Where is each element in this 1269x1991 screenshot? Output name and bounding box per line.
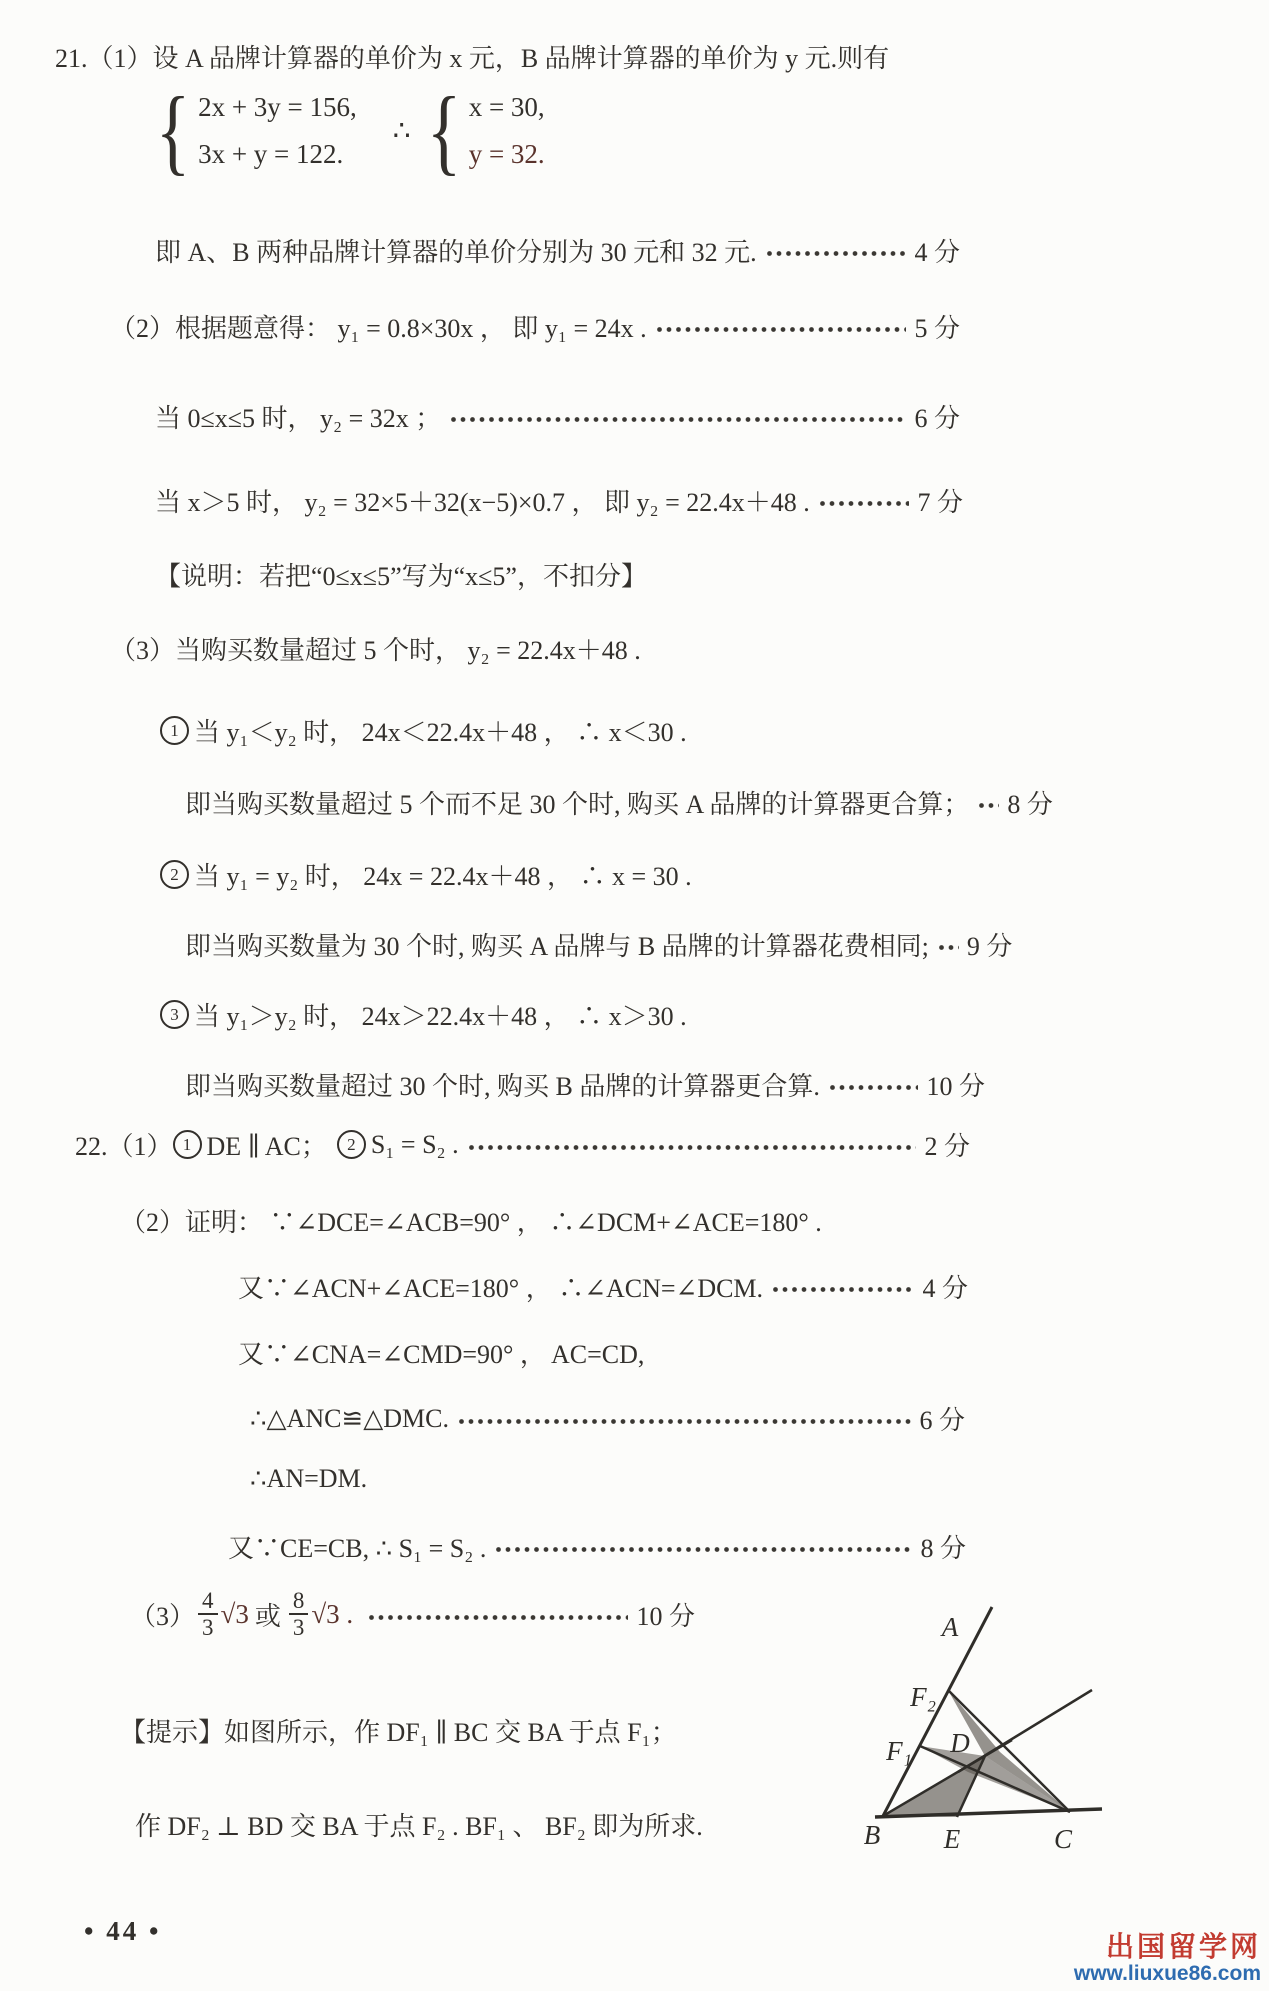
watermark-site-name: 出国留学网 — [1105, 1932, 1261, 1963]
therefore-symbol: ∴ — [392, 116, 411, 148]
q21-case1 — [160, 712, 687, 749]
dotted-leader — [459, 1419, 912, 1424]
circled-number-2: 2 — [337, 1130, 366, 1159]
score-label: 9 分 — [966, 932, 1013, 961]
figure-label-D: D — [950, 1728, 970, 1758]
figure-label-A: A — [941, 1612, 959, 1642]
line-text: 即当购买数量超过 30 个时, 购买 B 品牌的计算器更合算. — [185, 1072, 820, 1101]
dotted-leader — [767, 251, 907, 256]
score-label: 2 分 — [924, 1132, 970, 1161]
score-label: 10 分 — [636, 1601, 695, 1631]
figure-label-F1: F₁ — [886, 1736, 912, 1766]
q21-part2-case-a — [155, 398, 960, 435]
dotted-leader — [830, 1085, 919, 1090]
fraction-numerator: 8 — [289, 1588, 309, 1615]
line-text: 又∵CE=CB, ∴ S₁ = S₂ . — [228, 1534, 487, 1563]
figure-label-C: C — [1053, 1824, 1073, 1854]
fraction-denominator: 3 — [202, 1615, 214, 1641]
score-label: 6 分 — [919, 1406, 965, 1435]
watermark-site-url: www.liuxue86.com — [1073, 1961, 1261, 1985]
q21-intro-line: 21.（1）设 A 品牌计算器的单价为 x 元，B 品牌计算器的单价为 y 元.则有 — [55, 44, 890, 73]
line-text: （2）根据题意得： y₁ = 0.8×30x ， 即 y₁ = 24x . — [110, 314, 647, 343]
dotted-leader — [369, 1615, 628, 1620]
score-label: 8 分 — [920, 1534, 966, 1563]
q22-part3-answer — [130, 1588, 695, 1641]
line-text: 即当购买数量为 30 个时, 购买 A 品牌与 B 品牌的计算器花费相同; — [185, 932, 929, 961]
q21-case3-conclusion — [185, 1066, 985, 1103]
q22-proof-line3: 又∵∠CNA=∠CMD=90° ， AC=CD, — [238, 1340, 645, 1369]
dotted-leader — [496, 1547, 912, 1552]
line-text: 当 y₁＜y₂ 时， 24x＜22.4x＋48 ， ∴ x＜30 . — [194, 718, 687, 747]
figure-label-B: B — [863, 1820, 881, 1850]
dotted-leader — [657, 327, 907, 332]
q21-case2 — [160, 856, 692, 893]
q21-equation-system — [150, 77, 545, 184]
q22-part1-answers — [75, 1126, 970, 1163]
circled-number-1: 1 — [173, 1130, 202, 1159]
or-word: 或 — [254, 1601, 281, 1631]
line-text: 当 y₁＞y₂ 时， 24x＞22.4x＋48 ， ∴ x＞30 . — [194, 1002, 687, 1031]
part3-prefix: （3） — [130, 1601, 196, 1631]
line-text: ∴△ANC≌△DMC. — [250, 1403, 449, 1433]
q22-hint-line2: 作 DF₂ ⊥ BD 交 BA 于点 F₂ . BF₁ 、 BF₂ 即为所求. — [135, 1812, 703, 1841]
dotted-leader — [820, 501, 910, 506]
score-label: 5 分 — [914, 314, 960, 343]
system-equations — [198, 92, 357, 170]
fraction-4-3 — [198, 1588, 218, 1641]
q22-proof-line2 — [238, 1268, 968, 1305]
q21-grading-note: 【说明：若把“0≤x≤5”写为“x≤5”，不扣分】 — [155, 562, 647, 591]
system-solutions — [469, 92, 545, 170]
q22-proof-line6 — [228, 1528, 966, 1565]
score-label: 8 分 — [1007, 790, 1053, 819]
q22-hint-line1: 【提示】如图所示，作 DF₁ ∥ BC 交 BA 于点 F₁； — [120, 1718, 677, 1747]
dotted-leader — [939, 945, 959, 950]
left-brace-1: { — [155, 77, 191, 184]
fraction-numerator: 4 — [198, 1588, 218, 1615]
score-label: 10 分 — [926, 1072, 985, 1101]
dotted-leader — [451, 417, 906, 422]
figure-label-E: E — [943, 1824, 961, 1854]
dotted-leader — [469, 1145, 917, 1150]
q21-part2-case-b — [155, 482, 963, 519]
circled-number-2: 2 — [160, 860, 189, 889]
page-number: • 44 • — [84, 1916, 162, 1946]
left-brace-2: { — [426, 77, 461, 184]
score-label: 7 分 — [917, 488, 963, 517]
fraction-denominator: 3 — [292, 1615, 305, 1641]
line-text: 又∵∠ACN+∠ACE=180° ， ∴∠ACN=∠DCM. — [238, 1274, 764, 1303]
q22-answer-1: DE ∥ AC； — [206, 1132, 327, 1161]
line-text: 当 y₁ = y₂ 时， 24x = 22.4x＋48 ， ∴ x = 30 . — [194, 862, 692, 891]
fraction-8-3 — [289, 1588, 309, 1641]
radical-sqrt3: √3 — [220, 1598, 249, 1629]
q21-case2-conclusion — [185, 926, 1013, 963]
q21-case3 — [160, 996, 687, 1033]
score-label: 6 分 — [914, 404, 960, 433]
dotted-leader — [979, 803, 999, 808]
circled-number-3: 3 — [160, 1000, 189, 1029]
solution-x: x = 30, — [468, 92, 545, 123]
equation-1: 2x + 3y = 156, — [198, 92, 357, 123]
figure-label-F2: F₂ — [910, 1682, 936, 1712]
watermark — [1074, 1934, 1261, 1984]
q21-part3-intro: （3）当购买数量超过 5 个时， y₂ = 22.4x＋48 . — [110, 636, 641, 665]
line-text: 即 A、B 两种品牌计算器的单价分别为 30 元和 32 元. — [155, 238, 757, 267]
geometry-figure — [850, 1595, 1110, 1865]
line-text: 当 0≤x≤5 时， y₂ = 32x ； — [155, 404, 442, 433]
score-label: 4 分 — [922, 1274, 968, 1303]
equation-2: 3x + y = 122. — [198, 139, 344, 170]
q22-prefix: 22.（1） — [75, 1132, 173, 1161]
q22-proof-line4 — [250, 1400, 965, 1437]
score-label: 4 分 — [914, 238, 960, 267]
q21-part2-setup — [110, 308, 960, 345]
q21-part1-conclusion — [155, 232, 960, 269]
line-text: 当 x＞5 时， y₂ = 32×5＋32(x−5)×0.7 ， 即 y₂ = 22.4x＋48 . — [155, 488, 810, 517]
q21-case1-conclusion — [185, 784, 1053, 821]
q22-proof-line5: ∴AN=DM. — [250, 1464, 368, 1493]
radical-sqrt3: √3 . — [311, 1598, 354, 1629]
circled-number-1: 1 — [160, 716, 189, 745]
q22-proof-line1: （2）证明： ∵∠DCE=∠ACB=90° ， ∴∠DCM+∠ACE=180° . — [120, 1208, 822, 1237]
q22-answer-2: S₁ = S₂ . — [370, 1129, 459, 1159]
dotted-leader — [773, 1287, 914, 1292]
solution-y: y = 32. — [468, 139, 545, 170]
line-text: 即当购买数量超过 5 个而不足 30 个时, 购买 A 品牌的计算器更合算； — [185, 790, 970, 819]
